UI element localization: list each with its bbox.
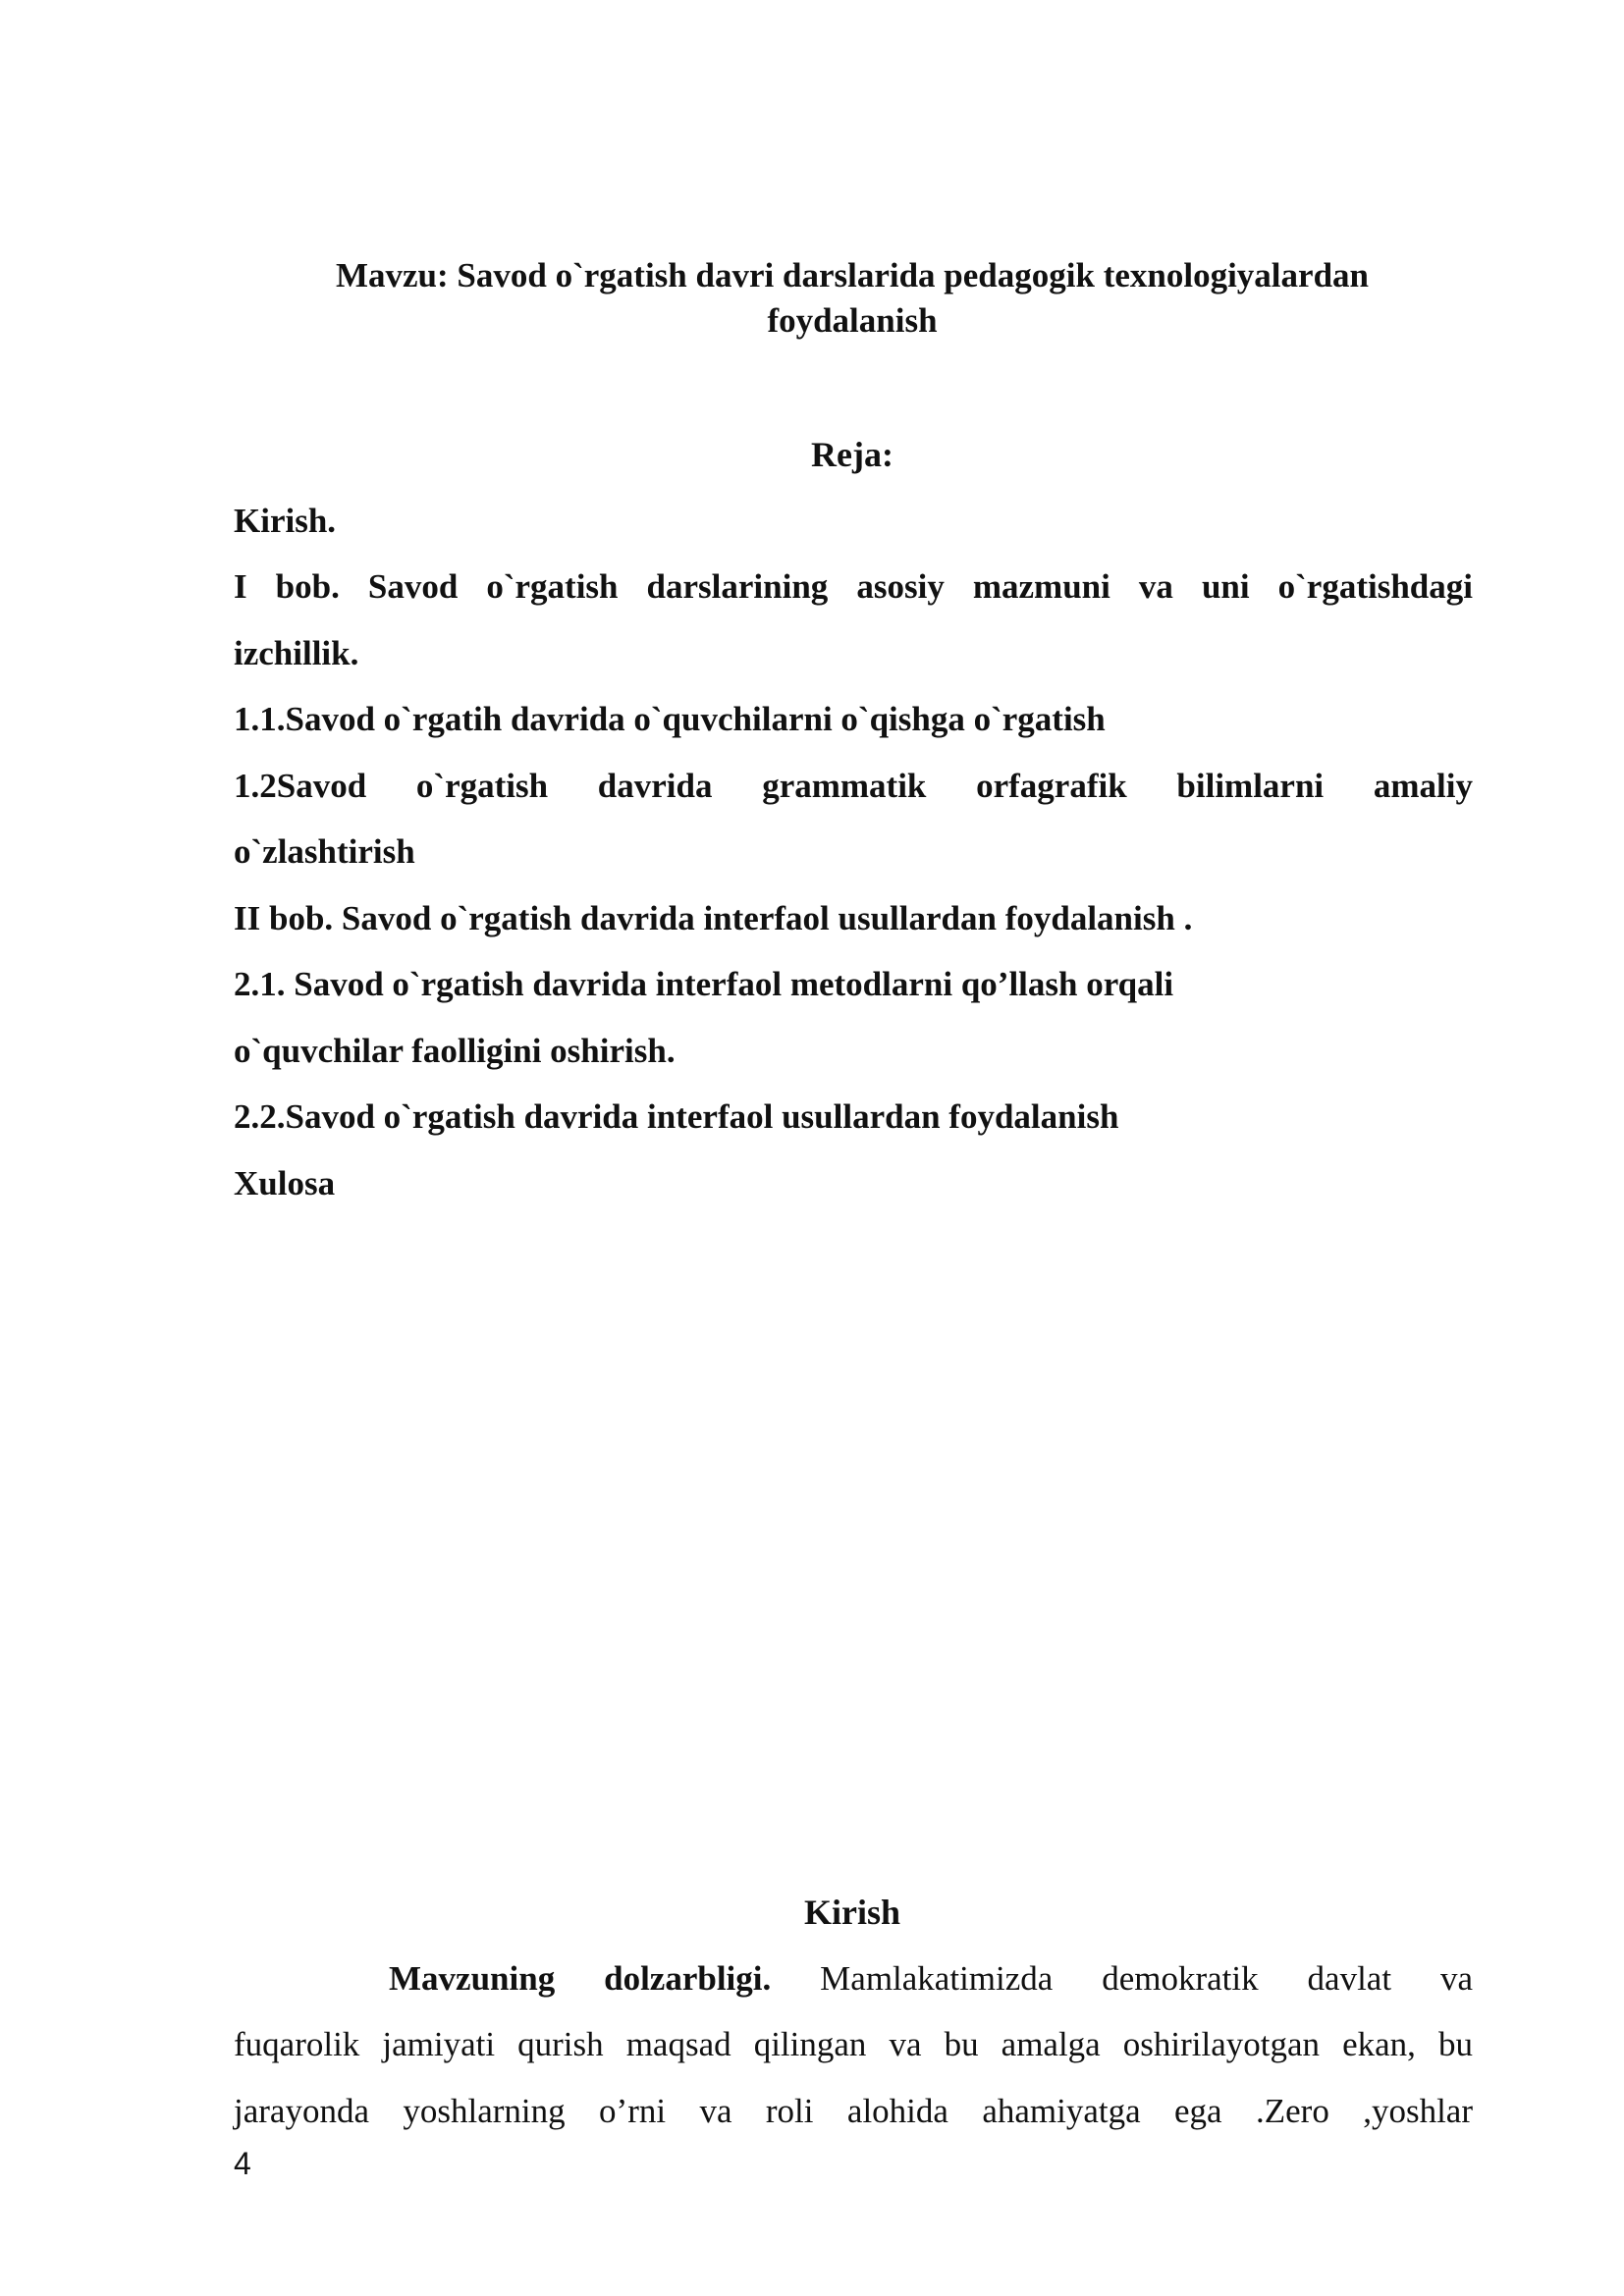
document-title-line-1: Mavzu: Savod o`rgatish davri darslarida pedagogik texnologiyalardan <box>335 256 1370 294</box>
toc-line-xulosa: Xulosa <box>234 1164 336 1202</box>
toc-line-section-2-1-cont: o`quvchilar faolligini oshirish. <box>234 1032 676 1070</box>
toc-line-section-1-2-cont: o`zlashtirish <box>234 832 415 871</box>
intro-line-1-text: Mamlakatimizda demokratik davlat va <box>820 1959 1473 1998</box>
toc-line-section-2-2: 2.2.Savod o`rgatish davrida interfaol usullardan foydalanish <box>234 1097 1119 1136</box>
toc-line-chapter-2: II bob. Savod o`rgatish davrida interfaol usullardan foydalanish . <box>234 899 1193 937</box>
intro-lead: Mavzuning dolzarbligi. <box>389 1959 772 1998</box>
intro-paragraph-line-1 <box>234 1956 1473 2002</box>
intro-heading: Kirish <box>803 1893 900 1932</box>
document-title-line-2: foydalanish <box>767 301 938 340</box>
intro-paragraph-line-3: jarayonda yoshlarning o’rni va roli alohida ahamiyatga ega .Zero ,yoshlar <box>234 2092 1473 2130</box>
toc-line-chapter-1: I bob. Savod o`rgatish darslarining asosiy mazmuni va uni o`rgatishdagi <box>234 567 1473 606</box>
toc-line-section-1-1: 1.1.Savod o`rgatih davrida o`quvchilarni o`qishga o`rgatish <box>234 700 1106 738</box>
toc-line-kirish: Kirish. <box>234 502 337 540</box>
page-number: 4 <box>234 2146 251 2181</box>
plan-heading: Reja: <box>811 435 893 474</box>
toc-line-section-2-1: 2.1. Savod o`rgatish davrida interfaol metodlarni qo’llash orqali <box>234 965 1174 1003</box>
toc-line-section-1-2: 1.2Savod o`rgatish davrida grammatik orfagrafik bilimlarni amaliy <box>234 767 1473 805</box>
intro-paragraph-line-2: fuqarolik jamiyati qurish maqsad qilingan va bu amalga oshirilayotgan ekan, bu <box>234 2025 1473 2063</box>
toc-line-chapter-1-cont: izchillik. <box>234 634 359 672</box>
